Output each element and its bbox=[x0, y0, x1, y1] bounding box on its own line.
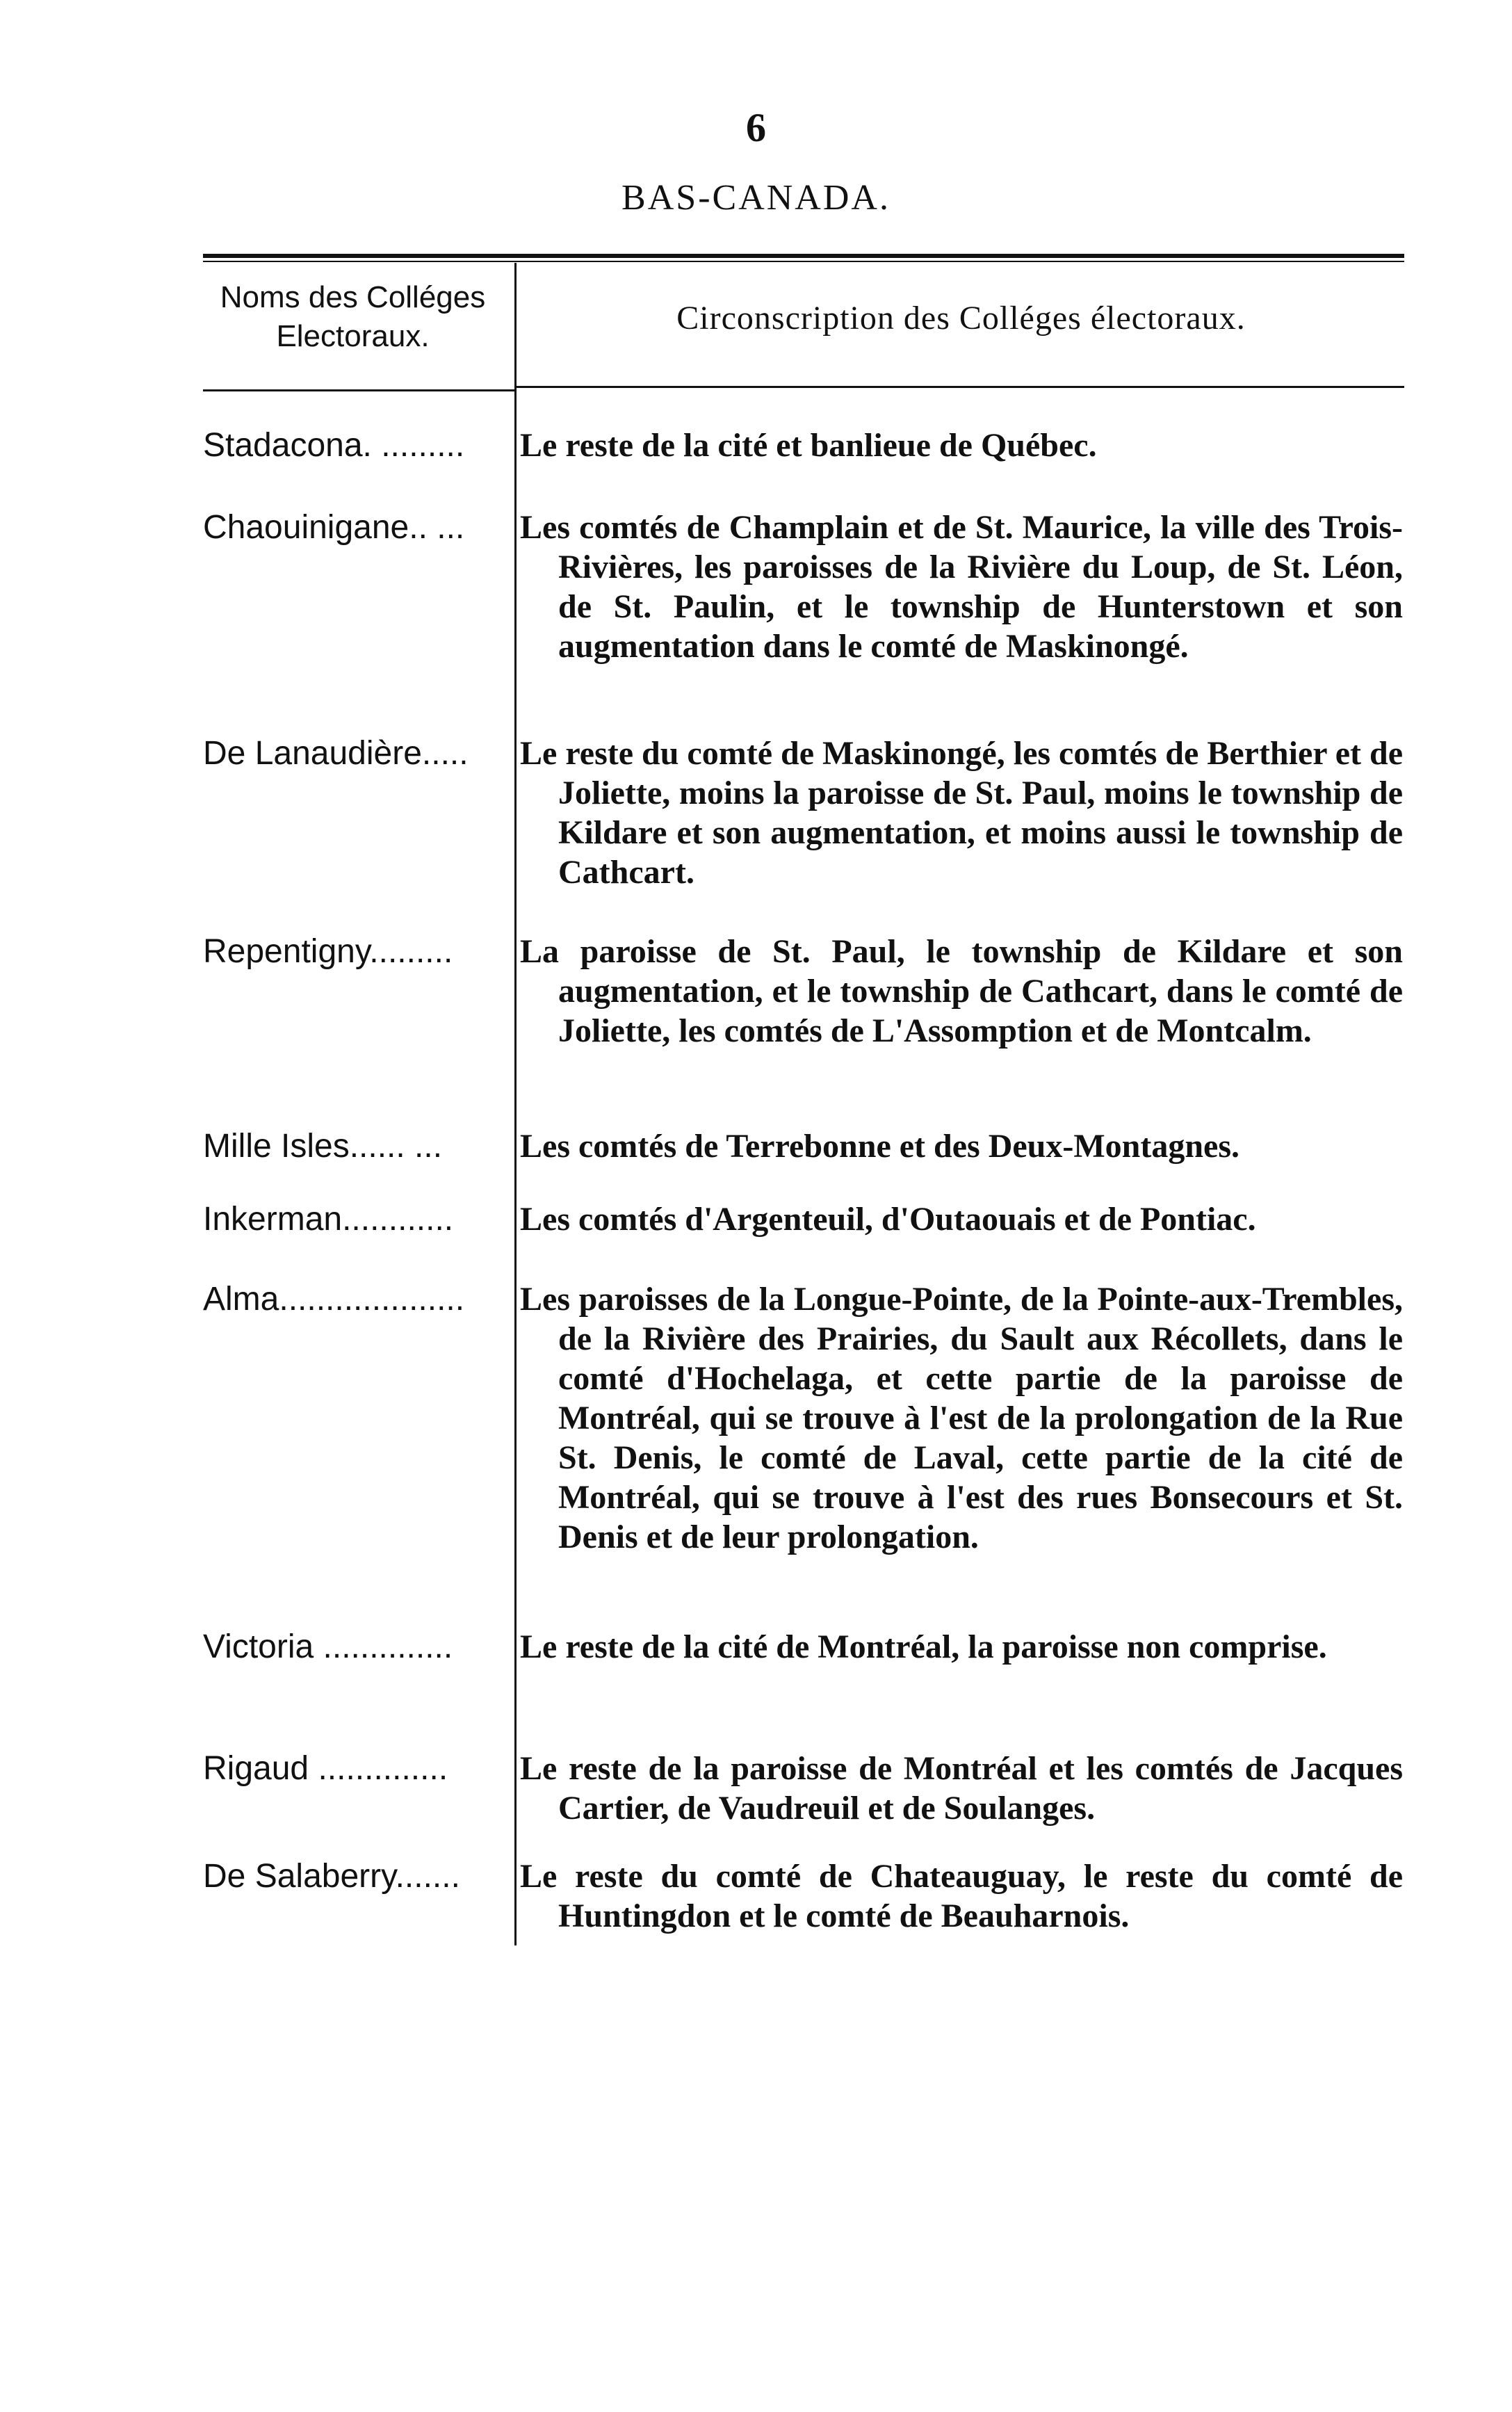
college-description: La paroisse de St. Paul, le township de Kildare et son augmentation, et le township de Cathcart, dans le comté de Joliette, les comtés de L'Assomption et de Montcalm. bbox=[520, 933, 1403, 1049]
column-header-names-line2: Electoraux. bbox=[276, 319, 430, 353]
college-name: Mille Isles...... ... bbox=[203, 1128, 443, 1165]
college-description: Le reste du comté de Maskinongé, les comtés de Berthier et de Joliette, moins la paroisse de St. Paul, moins le township de Kildare et son augmentation, et moins aussi le township de Cathcart. bbox=[520, 735, 1403, 891]
college-description: Les paroisses de la Longue-Pointe, de la Pointe-aux-Trembles, de la Rivière des Prairies, du Sault aux Récollets, dans le comté d'Hochelaga, et cette partie de la paroisse de Montréal, qui se trouve à l'est de la prolongation de la Rue St. Denis, le comté de Laval, cette partie de la cité de Montréal, qui se trouve à l'est des rues Bonsecours et St. Denis et de leur prolongation. bbox=[520, 1281, 1403, 1555]
page-number: 6 bbox=[746, 105, 766, 150]
college-description: Le reste du comté de Chateauguay, le reste du comté de Huntingdon et le comté de Beauharnois. bbox=[520, 1858, 1403, 1934]
college-description: Les comtés de Terrebonne et des Deux-Montagnes. bbox=[520, 1128, 1240, 1165]
college-description: Le reste de la cité de Montréal, la paroisse non comprise. bbox=[520, 1628, 1327, 1665]
college-name: De Lanaudière..... bbox=[203, 735, 469, 772]
college-description: Le reste de la cité et banlieue de Québec. bbox=[520, 427, 1097, 464]
column-divider bbox=[514, 263, 517, 1945]
college-name: Stadacona. ......... bbox=[203, 427, 465, 464]
column-header-names bbox=[195, 278, 511, 356]
top-double-rule bbox=[203, 254, 1404, 262]
college-name: Repentigny......... bbox=[203, 933, 453, 970]
college-name: Alma.................... bbox=[203, 1281, 465, 1318]
college-description: Les comtés d'Argenteuil, d'Outaouais et de Pontiac. bbox=[520, 1201, 1256, 1238]
column-header-circonscription: Circonscription des Colléges électoraux. bbox=[676, 300, 1246, 337]
header-rule-left bbox=[203, 389, 514, 391]
college-name: De Salaberry....... bbox=[203, 1858, 460, 1895]
college-name: Rigaud .............. bbox=[203, 1750, 448, 1787]
college-description: Le reste de la paroisse de Montréal et les comtés de Jacques Cartier, de Vaudreuil et de Soulanges. bbox=[520, 1750, 1403, 1827]
column-header-names-line1: Noms des Colléges bbox=[220, 280, 486, 314]
college-description: Les comtés de Champlain et de St. Maurice, la ville des Trois-Rivières, les paroisses de la Rivière du Loup, de St. Léon, de St. Paulin, et le township de Hunterstown et son augmentation dans le comté de Maskinongé. bbox=[520, 509, 1403, 665]
college-name: Inkerman............ bbox=[203, 1201, 454, 1238]
college-name: Chaouinigane.. ... bbox=[203, 509, 465, 546]
header-rule-right bbox=[517, 386, 1404, 388]
college-name: Victoria .............. bbox=[203, 1628, 453, 1665]
running-title: BAS-CANADA. bbox=[621, 178, 891, 218]
